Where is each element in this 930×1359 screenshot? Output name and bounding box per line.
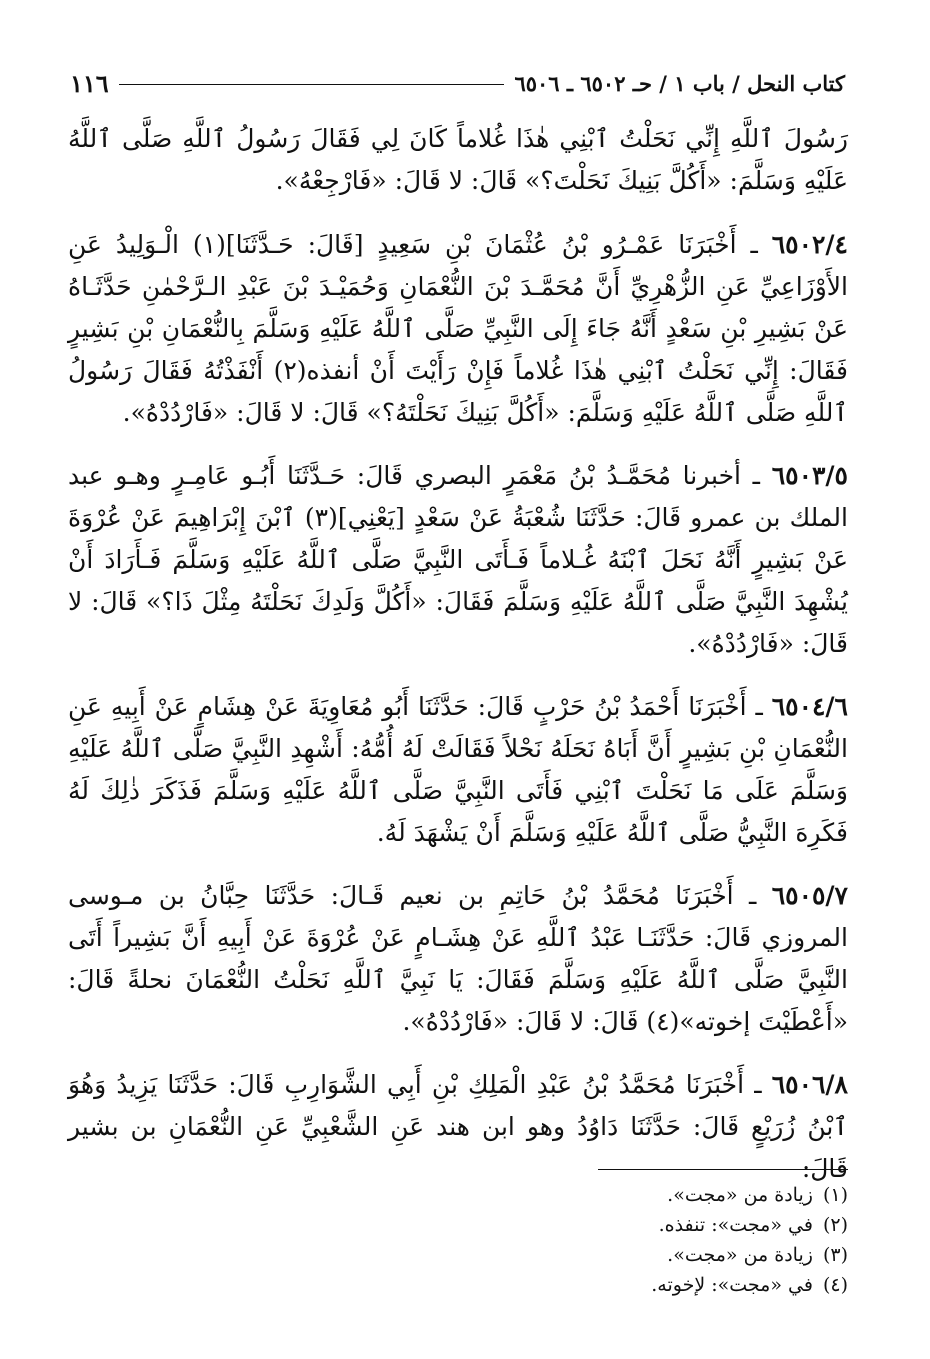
footnote-item (300, 1240, 848, 1270)
footnote-item (300, 1210, 848, 1240)
hadith-paragraph (68, 455, 848, 665)
hadith-paragraph (68, 875, 848, 1043)
hadith-number: ٦٥٠٣/٥ (771, 461, 848, 490)
hadith-text: ـ أَخْبَرَنَا أَحْمَدُ بْنُ حَرْبٍ قَالَ: حَدَّثَنَا أَبُو مُعَاوِيَةَ عَنْ هِشَامٍ عَنْ أَبِيهِ عَنِ النُّعْمَانِ بْنِ بَشِيرٍ أَنَّ أَبَاهُ نَحَلَهُ نَحْلاً فَقَالَتْ لَهُ أُمُّهُ: أَشْهِدِ النَّبِيَّ صَلَّى ٱللَّهُ عَلَيْهِ وَسَلَّمَ عَلَى مَا نَحَلْتَ ٱبْنِي فَأَتَى النَّبِيَّ صَلَّى ٱللَّهُ عَلَيْهِ وَسَلَّمَ فَذَكَرَ ذٰلِكَ لَهُ فَكَرِهَ النَّبِيُّ صَلَّى ٱللَّهُ عَلَيْهِ وَسَلَّمَ أَنْ يَشْهَدَ لَهُ. (68, 692, 848, 847)
running-header (70, 66, 845, 102)
paragraph-continuation (68, 118, 848, 202)
footnote-marker: (٤) (822, 1274, 848, 1296)
hadith-paragraph (68, 686, 848, 854)
footnote-marker: (٢) (822, 1214, 848, 1236)
header-rule (119, 84, 505, 85)
hadith-paragraph (68, 224, 848, 434)
hadith-text: ـ أَخْبَرَنَا مُحَمَّدُ بْنُ حَاتِمِ بن نعيم قَـالَ: حَدَّثَنَا حِبَّانُ بن مـوسى المروزي قَالَ: حَدَّثَنَـا عَبْدُ ٱللَّهِ عَنْ هِشَـامٍ عَنْ عُرْوَةَ عَنْ أَبِيهِ أَنَّ بَشِيراً أَتَى النَّبِيَّ صَلَّى ٱللَّهُ عَلَيْهِ وَسَلَّمَ فَقَالَ: يَا نَبِيَّ ٱللَّهِ نَحَلْتُ النُّعْمَانَ نحلةً قَالَ: «أَعْطَيْتَ إخوته»(٤) قَالَ: لا قَالَ: «فَارْدُدْهُ». (68, 881, 848, 1036)
footnote-item (300, 1180, 848, 1210)
footnote-text: في «مجت»: لإخوته. (651, 1274, 813, 1296)
footnote-marker: (٣) (822, 1244, 848, 1266)
hadith-number: ٦٥٠٥/٧ (771, 881, 848, 910)
hadith-number: ٦٥٠٢/٤ (771, 230, 848, 259)
footnote-separator (598, 1169, 848, 1170)
footnote-item (300, 1270, 848, 1300)
footnote-text: زيادة من «مجت». (667, 1244, 813, 1266)
header-title: كتاب النحل / باب ١ / حـ ٦٥٠٢ ـ ٦٥٠٦ (514, 71, 845, 96)
footnote-text: زيادة من «مجت». (667, 1184, 813, 1206)
hadith-number: ٦٥٠٤/٦ (771, 692, 848, 721)
hadith-paragraph (68, 1064, 848, 1190)
footnote-marker: (١) (822, 1184, 848, 1206)
body-text (68, 118, 848, 1211)
footnotes-list (300, 1180, 848, 1300)
hadith-number: ٦٥٠٦/٨ (771, 1070, 848, 1099)
paragraph-text: رَسُولَ ٱللَّهِ إِنِّي نَحَلْتُ ٱبْنِي هٰذَا غُلاماً كَانَ لِي فَقَالَ رَسُولُ ٱللَّهِ صَلَّى ٱللَّهُ عَلَيْهِ وَسَلَّمَ: «أَكُلَّ بَنِيكَ نَحَلْتَ؟» قَالَ: لا قَالَ: «فَارْجِعْهُ». (68, 124, 848, 195)
footnote-text: في «مجت»: تنفذه. (658, 1214, 813, 1236)
hadith-text: ـ أخبرنا مُحَمَّـدُ بْنُ مَعْمَرٍ البصري قَالَ: حَـدَّثَنَا أَبُـو عَامِـرٍ وهـو عبد الملك بن عمرو قَالَ: حَدَّثَنَا شُعْبَةُ عَنْ سَعْدٍ [يَعْنِي](٣) ٱبْنَ إِبْرَاهِيمَ عَنْ عُرْوَةَ عَنْ بَشِيرٍ أَنَّهُ نَحَلَ ٱبْنَهُ غُـلاماً فَـأَتَى النَّبِيَّ صَلَّى ٱللَّهُ عَلَيْهِ وَسَلَّمَ فَـأَرَادَ أَنْ يُشْهِدَ النَّبِيَّ صَلَّى ٱللَّهُ عَلَيْهِ وَسَلَّمَ فَقَالَ: «أَكُلَّ وَلَدِكَ نَحَلْتَهُ مِثْلَ ذَا؟» قَالَ: لا قَالَ: «فَارْدُدْهُ». (68, 461, 848, 658)
page-number: ١١٦ (70, 69, 109, 98)
hadith-text: ـ أَخْبَرَنَا عَمْـرُو بْنُ عُثْمَانَ بْنِ سَعِيدٍ [قَالَ: حَـدَّثَنَا](١) الْـوَلِيدُ عَنِ الأَوْزَاعِيِّ عَنِ الزُّهْرِيِّ أَنَّ مُحَمَّـدَ بْنَ النُّعْمَانِ وَحُمَيْـدَ بْنَ عَبْدِ الـرَّحْمٰنِ حَدَّثَـاهُ عَنْ بَشِيرِ بْنِ سَعْدٍ أَنَّهُ جَاءَ إِلَى النَّبِيِّ صَلَّى ٱللَّهُ عَلَيْهِ وَسَلَّمَ بِالنُّعْمَانِ بْنِ بَشِيرٍ فَقَالَ: إِنِّي نَحَلْتُ ٱبْنِي هٰذَا غُلاماً فَإِنْ رَأَيْتَ أَنْ أنفذه(٢) أَنْفَذْتُهُ فَقَالَ رَسُولُ ٱللَّهِ صَلَّى ٱللَّهُ عَلَيْهِ وَسَلَّمَ: «أَكُلَّ بَنِيكَ نَحَلْتَهُ؟» قَالَ: لا قَالَ: «فَارْدُدْهُ». (68, 230, 848, 427)
hadith-text: ـ أَخْبَرَنَا مُحَمَّدُ بْنُ عَبْدِ الْمَلِكِ بْنِ أَبِي الشَّوَارِبِ قَالَ: حَدَّثَنَا يَزِيدُ وَهُوَ ٱبْنُ زُرَيْعٍ قَالَ: حَدَّثَنَا دَاوُدُ وهو ابن هند عَنِ الشَّعْبِيِّ عَنِ النُّعْمَانِ بن بشير قَالَ: (68, 1070, 848, 1183)
